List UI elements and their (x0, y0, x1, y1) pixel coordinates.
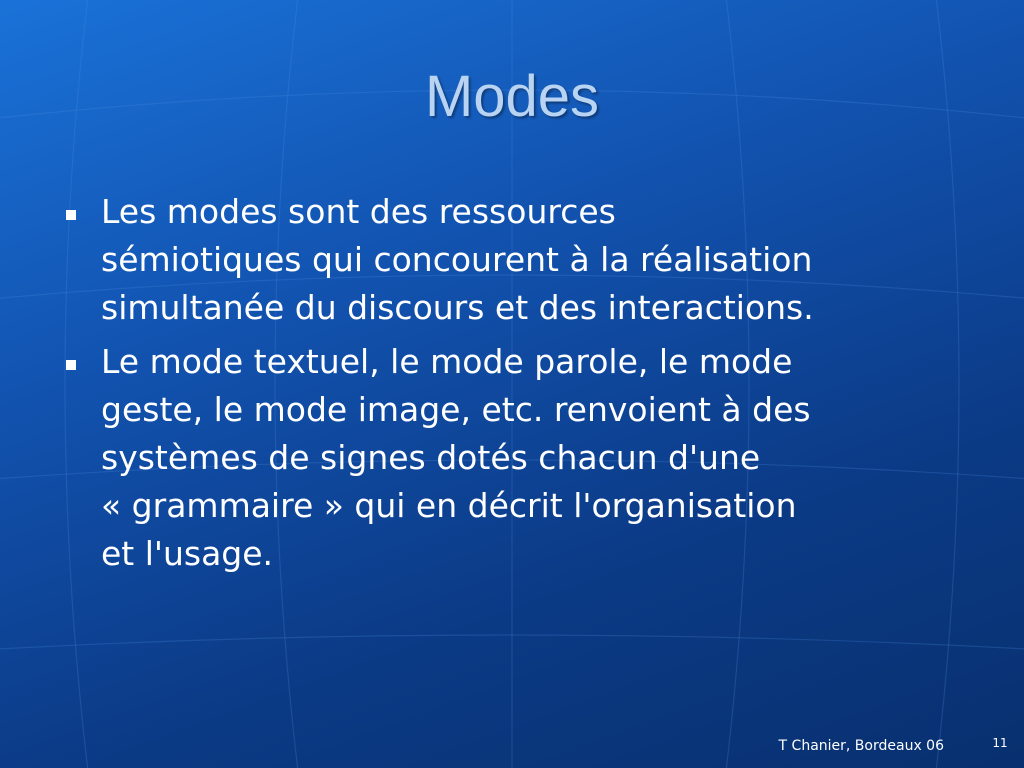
page-number: 11 (992, 736, 1008, 750)
slide-title: Modes (424, 64, 600, 129)
footer-text: T Chanier, Bordeaux 06 (778, 738, 944, 754)
bullet-text: Le mode textuel, le mode parole, le mode geste, le mode image, etc. renvoient à des systèmes de signes dotés chacun d'une « grammaire » qui en décrit l'organisation et l'usage. (101, 342, 811, 573)
bullet-item (60, 188, 980, 332)
bullet-text: Les modes sont des ressources sémiotiques qui concourent à la réalisation simultanée du discours et des interactions. (101, 192, 814, 327)
square-bullet-icon (66, 210, 76, 220)
bullet-list (60, 188, 980, 584)
bullet-item (60, 338, 980, 578)
square-bullet-icon (66, 360, 76, 370)
